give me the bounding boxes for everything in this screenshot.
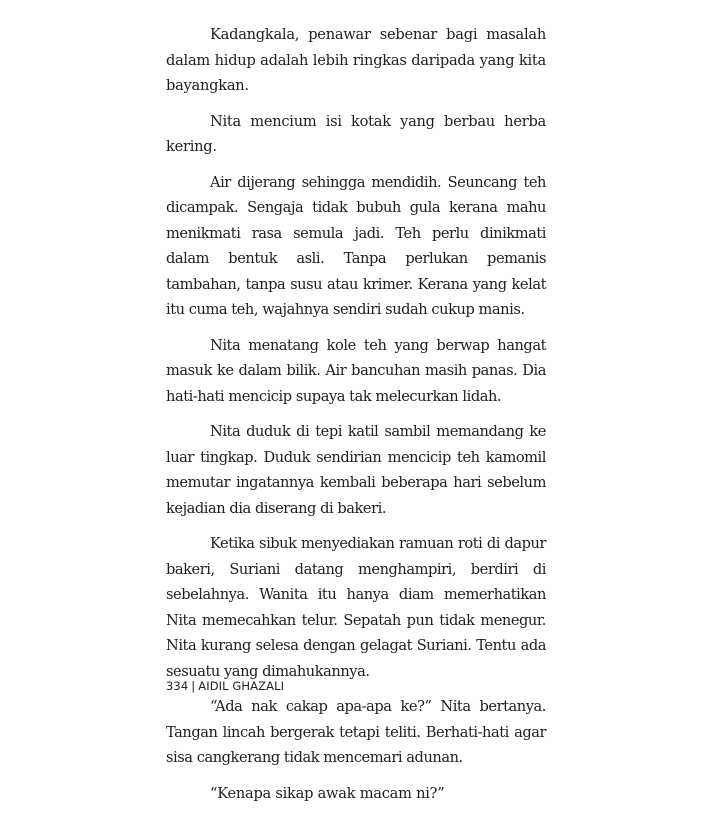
- body-text: [166, 22, 546, 816]
- paragraph-3: Air dijerang sehingga mendidih. Seuncang teh dicampak. Sengaja tidak bubuh gula kerana mahu menikmati rasa semula jadi. Teh perlu dinikmati dalam bentuk asli. Tanpa perlukan pemanis tambahan, tanpa susu atau krimer. Kerana yang kelat itu cuma teh, wajahnya sendiri sudah cukup manis.: [166, 173, 546, 318]
- author-name: AIDIL GHAZALI: [198, 679, 285, 693]
- paragraph-5: Nita duduk di tepi katil sambil memandang ke luar tingkap. Duduk sendirian mencicip teh kamomil memutar ingatannya kembali beberapa hari sebelum kejadian dia diserang di bakeri.: [166, 423, 546, 517]
- paragraph-6: Ketika sibuk menyediakan ramuan roti di dapur bakeri, Suriani datang menghampiri, berdiri di sebelahnya. Wanita itu hanya diam memerhatikan Nita memecahkan telur. Sepatah pun tidak menegur. Nita kurang selesa dengan gelagat Suriani. Tentu ada sesuatu yang dimahukannya.: [166, 535, 546, 680]
- paragraph-1: Kadangkala, penawar sebenar bagi masalah dalam hidup adalah lebih ringkas daripada yang kita bayangkan.: [166, 26, 546, 94]
- paragraph-4: Nita menatang kole teh yang berwap hangat masuk ke dalam bilik. Air bancuhan masih panas. Dia hati-hati mencicip supaya tak melecurkan lidah.: [166, 336, 546, 405]
- page-number: 334: [166, 679, 189, 693]
- paragraph-8: “Kenapa sikap awak macam ni?”: [210, 784, 445, 802]
- page-footer: [166, 679, 284, 693]
- paragraph-2: Nita mencium isi kotak yang berbau herba kering.: [166, 112, 546, 155]
- footer-separator: |: [191, 679, 196, 693]
- paragraph-7: “Ada nak cakap apa-apa ke?” Nita bertanya. Tangan lincah bergerak tetapi teliti. Berhati-hati agar sisa cangkerang tidak mencemari adunan.: [166, 698, 546, 766]
